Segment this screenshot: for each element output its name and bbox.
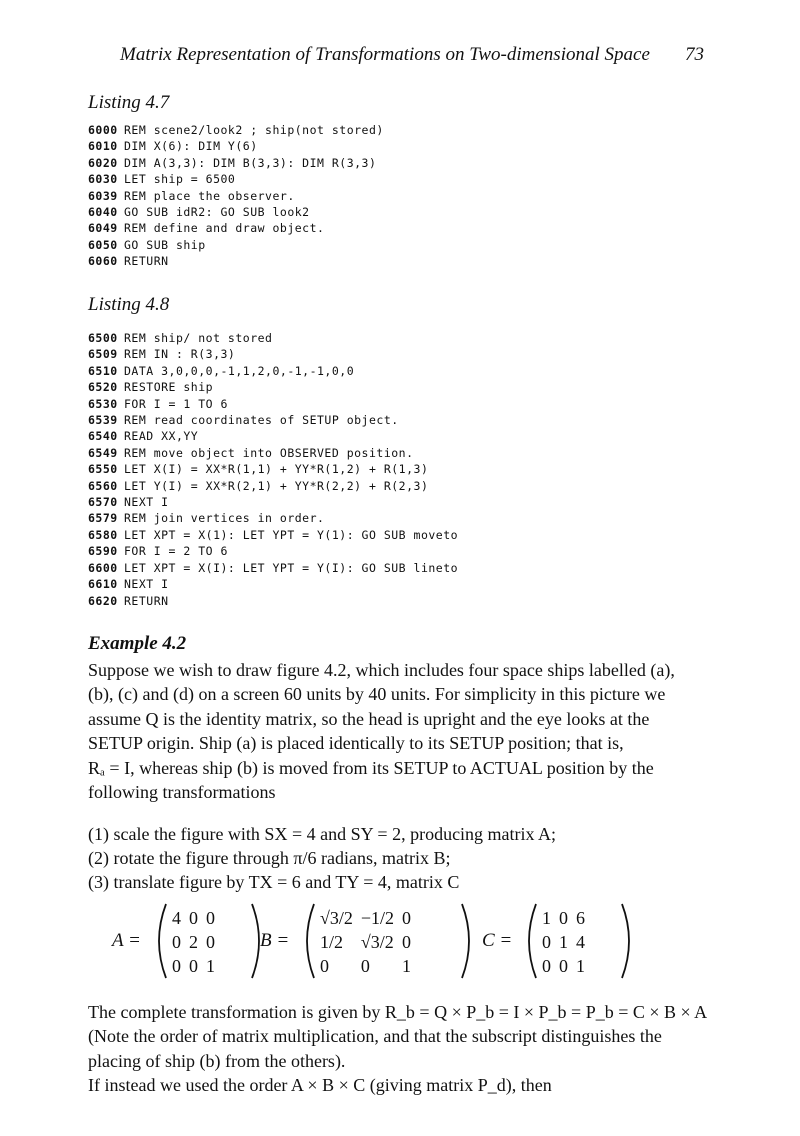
code-text: REM read coordinates of SETUP object.: [124, 413, 399, 428]
code-text: GO SUB ship: [124, 237, 206, 252]
matrix-cell: √3/2: [320, 908, 353, 928]
code-text: LET X(I) = XX*R(1,1) + YY*R(1,2) + R(1,3): [124, 462, 429, 477]
code-line: [88, 593, 458, 609]
example-title: Example 4.2: [88, 633, 187, 654]
matrix-cell: 0: [542, 956, 551, 976]
code-line: [88, 171, 384, 187]
closing-paragraph: [88, 1000, 708, 1098]
listing-4-8-title: Listing 4.8: [88, 294, 170, 315]
code-text: LET XPT = X(1): LET YPT = Y(1): GO SUB moveto: [124, 527, 459, 542]
matrix-cell: 0: [360, 956, 370, 976]
code-line: [88, 237, 384, 253]
paragraph-line: Rₐ = I, whereas ship (b) is moved from its SETUP to ACTUAL position by the: [88, 757, 654, 778]
matrix-cell: 1: [206, 956, 215, 976]
code-line: [88, 445, 458, 461]
paragraph-line: (Note the order of matrix multiplication, and that the subscript distinguishes the: [88, 1026, 662, 1047]
line-number: 6000: [88, 123, 118, 137]
paragraph-line: (b), (c) and (d) on a screen 60 units by 40 units. For simplicity in this picture we: [88, 684, 666, 705]
matrix-cell: 0: [402, 908, 412, 928]
code-line: [88, 220, 384, 236]
code-text: RESTORE ship: [124, 380, 214, 395]
line-number: 6560: [88, 478, 118, 493]
matrix-cell: 0: [206, 908, 215, 928]
paragraph-line: assume Q is the identity matrix, so the head is upright and the eye looks at the: [88, 708, 650, 729]
page-number: 73: [685, 44, 704, 65]
code-text: REM move object into OBSERVED position.: [124, 445, 414, 460]
running-header: [120, 44, 710, 66]
code-text: REM join vertices in order.: [124, 511, 325, 526]
matrix-cell: 0: [172, 932, 181, 952]
matrix-cell: 4: [576, 932, 585, 952]
code-text: REM IN : R(3,3): [124, 347, 236, 362]
code-text: GO SUB idR2: GO SUB look2: [124, 205, 310, 220]
matrix-cell: √3/2: [360, 932, 394, 952]
code-text: LET XPT = X(I): LET YPT = Y(I): GO SUB lineto: [124, 560, 459, 575]
line-number: 6610: [88, 577, 118, 592]
listing-4-7-code: [88, 122, 384, 270]
paragraph-line: following transformations: [88, 782, 276, 803]
line-number: 6050: [88, 237, 118, 252]
right-paren: [616, 902, 638, 980]
matrix-cell: −1/2: [360, 908, 395, 928]
code-line: [88, 188, 384, 204]
code-line: [88, 363, 458, 379]
matrix-entries: [538, 906, 589, 978]
listing-4-8-code: [88, 330, 458, 609]
code-text: DIM A(3,3): DIM B(3,3): DIM R(3,3): [124, 155, 377, 170]
matrix-cell: 4: [172, 908, 181, 928]
matrix-cell: 0: [206, 932, 215, 952]
line-number: 6520: [88, 380, 118, 395]
matrix-cell: 2: [189, 932, 198, 952]
line-number: 6509: [88, 347, 118, 362]
line-number: 6020: [88, 155, 118, 170]
code-text: REM scene2/look2 ; ship(not stored): [124, 123, 384, 137]
code-line: [88, 510, 458, 526]
list-item: (3) translate figure by TX = 6 and TY = 4, matrix C: [88, 872, 460, 893]
code-line: [88, 396, 458, 412]
code-line: [88, 330, 458, 346]
matrix-cell: 1: [542, 908, 551, 928]
code-line: [88, 560, 458, 576]
matrix-cell: 1: [576, 956, 585, 976]
code-line: [88, 494, 458, 510]
code-text: LET Y(I) = XX*R(2,1) + YY*R(2,2) + R(2,3): [124, 478, 429, 493]
code-line: [88, 412, 458, 428]
header-title: Matrix Representation of Transformations on Two-dimensional Space: [120, 44, 650, 65]
line-number: 6600: [88, 560, 118, 575]
code-line: [88, 204, 384, 220]
matrix-cell: 0: [320, 956, 329, 976]
matrix-cell: 0: [189, 908, 198, 928]
line-number: 6530: [88, 396, 118, 411]
line-number: 6549: [88, 445, 118, 460]
code-text: REM define and draw object.: [124, 221, 325, 236]
line-number: 6550: [88, 462, 118, 477]
paragraph-line: The complete transformation is given by R_b = Q × P_b = I × P_b = P_b = C × B × A: [88, 1002, 708, 1022]
code-line: [88, 346, 458, 362]
code-line: [88, 155, 384, 171]
matrix-label: C =: [482, 930, 513, 951]
matrix-cell: 0: [542, 932, 551, 952]
line-number: 6580: [88, 527, 118, 542]
code-line: [88, 379, 458, 395]
line-number: 6620: [88, 593, 118, 608]
code-text: RETURN: [124, 593, 169, 608]
code-line: [88, 253, 384, 269]
line-number: 6579: [88, 511, 118, 526]
list-item: (1) scale the figure with SX = 4 and SY = 2, producing matrix A;: [88, 824, 557, 844]
matrix-cell: 1: [402, 956, 412, 976]
matrix-cell: 0: [189, 956, 198, 976]
line-number: 6010: [88, 139, 118, 154]
line-number: 6570: [88, 495, 118, 510]
example-paragraph: [88, 658, 708, 804]
code-text: RETURN: [124, 254, 169, 269]
paragraph-line: SETUP origin. Ship (a) is placed identically to its SETUP position; that is,: [88, 733, 624, 754]
transformation-steps-list: [88, 822, 556, 895]
code-text: LET ship = 6500: [124, 172, 236, 187]
code-text: NEXT I: [124, 495, 169, 510]
code-text: DIM X(6): DIM Y(6): [124, 139, 258, 154]
code-line: [88, 122, 384, 138]
paragraph-line: placing of ship (b) from the others).: [88, 1050, 346, 1071]
code-text: READ XX,YY: [124, 429, 199, 444]
matrix-cell: 1/2: [320, 932, 344, 952]
matrix-cell: 0: [559, 956, 568, 976]
right-paren: [456, 902, 478, 980]
line-number: 6540: [88, 429, 118, 444]
code-line: [88, 543, 458, 559]
code-text: FOR I = 2 TO 6: [124, 544, 228, 559]
matrix-cell: 0: [402, 932, 412, 952]
matrix-cell: 0: [559, 908, 568, 928]
code-line: [88, 138, 384, 154]
matrix-cell: 1: [559, 932, 568, 952]
matrix-label: A =: [112, 930, 141, 951]
code-line: [88, 428, 458, 444]
line-number: 6590: [88, 544, 118, 559]
code-line: [88, 576, 458, 592]
code-text: DATA 3,0,0,0,-1,1,2,0,-1,-1,0,0: [124, 363, 355, 378]
code-line: [88, 527, 458, 543]
matrix-entries: [168, 906, 219, 978]
code-text: REM ship/ not stored: [124, 331, 273, 345]
code-line: [88, 461, 458, 477]
code-text: NEXT I: [124, 577, 169, 592]
line-number: 6030: [88, 172, 118, 187]
code-text: REM place the observer.: [124, 188, 295, 203]
line-number: 6510: [88, 363, 118, 378]
line-number: 6539: [88, 413, 118, 428]
matrix-label: B =: [260, 930, 290, 951]
matrix-definitions: [112, 902, 612, 982]
code-text: FOR I = 1 TO 6: [124, 396, 228, 411]
matrix-cell: 0: [172, 956, 181, 976]
line-number: 6040: [88, 205, 118, 220]
line-number: 6049: [88, 221, 118, 236]
listing-4-7-title: Listing 4.7: [88, 92, 170, 113]
line-number: 6039: [88, 188, 118, 203]
code-line: [88, 478, 458, 494]
matrix-cell: 6: [576, 908, 585, 928]
paragraph-line: If instead we used the order A × B × C (giving matrix P_d), then: [88, 1075, 552, 1096]
line-number: 6060: [88, 254, 118, 269]
list-item: (2) rotate the figure through π/6 radians, matrix B;: [88, 848, 451, 869]
line-number: 6500: [88, 331, 118, 345]
paragraph-line: Suppose we wish to draw figure 4.2, which includes four space ships labelled (a),: [88, 660, 675, 680]
matrix-entries: [316, 906, 415, 978]
